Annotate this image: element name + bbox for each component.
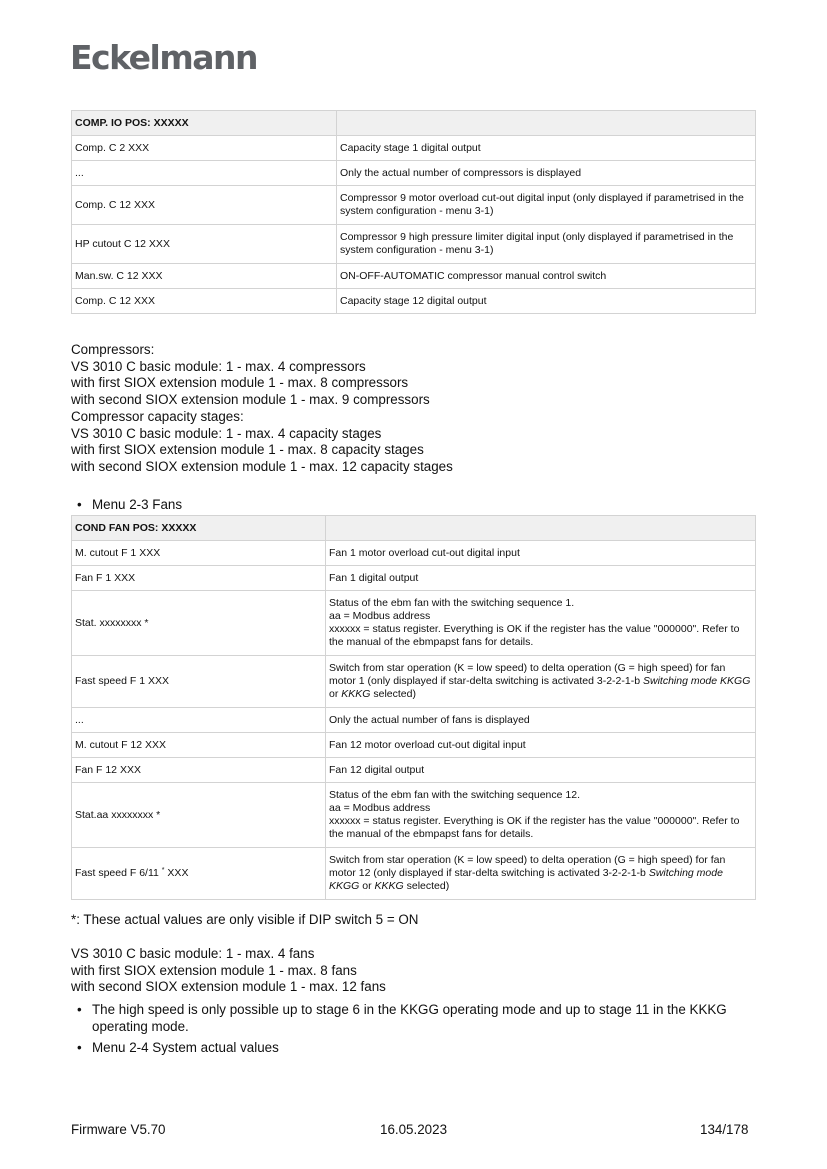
text-line: VS 3010 C basic module: 1 - max. 4 capacity stages bbox=[71, 425, 382, 441]
cell-emphasis: Switching mode KKGG bbox=[329, 867, 723, 892]
cell-text: Switch from star operation (K = low speed) to delta operation (G = high speed) for fan motor 12 (only displayed if star-delta switching is activated 3-2-2-1-b bbox=[329, 854, 726, 879]
list-item: • Menu 2-3 Fans bbox=[71, 497, 761, 514]
table-cell bbox=[72, 848, 326, 900]
compressors-description bbox=[71, 342, 453, 476]
table-cell: ... bbox=[72, 708, 326, 733]
table-header-cell bbox=[337, 111, 756, 136]
table-row bbox=[72, 848, 756, 900]
table-row bbox=[72, 186, 756, 225]
table-cell: Comp. C 12 XXX bbox=[72, 289, 337, 314]
table-cell: Fan 1 motor overload cut-out digital input bbox=[326, 541, 756, 566]
footer-page-number: 134/178 bbox=[700, 1122, 749, 1137]
text-line: Compressors: bbox=[71, 342, 155, 357]
text-line: with first SIOX extension module 1 - max. 8 capacity stages bbox=[71, 442, 424, 458]
cell-line: aa = Modbus address bbox=[329, 802, 431, 814]
table-cell: Man.sw. C 12 XXX bbox=[72, 264, 337, 289]
table-row bbox=[72, 289, 756, 314]
text-line: with first SIOX extension module 1 - max. 8 fans bbox=[71, 962, 357, 978]
table-header-cell: COMP. IO POS: XXXXX bbox=[72, 111, 337, 136]
cell-line: xxxxxx = status register. Everything is OK if the register has the value "000000". Refer to the manual of the ebmpapst fans for details. bbox=[329, 623, 740, 648]
text-line: VS 3010 C basic module: 1 - max. 4 compressors bbox=[71, 358, 366, 374]
table-cell bbox=[326, 591, 756, 656]
table-cell: ... bbox=[72, 161, 337, 186]
eckelmann-logo: Eckelmann bbox=[70, 38, 257, 77]
footer-firmware: Firmware V5.70 bbox=[71, 1122, 166, 1137]
table-header-cell bbox=[326, 516, 756, 541]
text-line: with second SIOX extension module 1 - max. 12 capacity stages bbox=[71, 458, 453, 474]
table-cell: Only the actual number of compressors is displayed bbox=[337, 161, 756, 186]
cell-text: Fast speed F 6/11 bbox=[75, 867, 162, 879]
text-line: Compressor capacity stages: bbox=[71, 408, 244, 424]
table-row bbox=[72, 225, 756, 264]
cell-text: Switch from star operation (K = low speed) to delta operation (G = high speed) for fan motor 1 (only displayed if star-delta switching is activated 3-2-2-1-b bbox=[329, 662, 726, 687]
table-cell bbox=[326, 783, 756, 848]
table-cell: Fan F 12 XXX bbox=[72, 758, 326, 783]
table-cell: Only the actual number of fans is displayed bbox=[326, 708, 756, 733]
cell-line: Status of the ebm fan with the switching sequence 1. bbox=[329, 597, 575, 609]
table-cell: M. cutout F 1 XXX bbox=[72, 541, 326, 566]
table-row bbox=[72, 136, 756, 161]
footer-date: 16.05.2023 bbox=[380, 1122, 448, 1137]
cell-text: XXX bbox=[164, 867, 189, 879]
cell-line: aa = Modbus address bbox=[329, 610, 431, 622]
table-cell: Comp. C 12 XXX bbox=[72, 186, 337, 225]
table-cell: ON-OFF-AUTOMATIC compressor manual control switch bbox=[337, 264, 756, 289]
table-header-row bbox=[72, 111, 756, 136]
table-cell: Fan 12 digital output bbox=[326, 758, 756, 783]
cell-text: or bbox=[359, 880, 375, 892]
table-cell: Fan 12 motor overload cut-out digital input bbox=[326, 733, 756, 758]
table-cell: Fast speed F 1 XXX bbox=[72, 656, 326, 708]
table-cell: Capacity stage 12 digital output bbox=[337, 289, 756, 314]
table-header-cell: COND FAN POS: XXXXX bbox=[72, 516, 326, 541]
text-line: with second SIOX extension module 1 - max. 12 fans bbox=[71, 979, 386, 995]
list-item: • Menu 2-4 System actual values bbox=[71, 1040, 761, 1057]
footnote-marker: * bbox=[161, 867, 165, 874]
table-row bbox=[72, 541, 756, 566]
table-row bbox=[72, 656, 756, 708]
table-cell: Comp. C 2 XXX bbox=[72, 136, 337, 161]
table-row bbox=[72, 591, 756, 656]
cell-text: or bbox=[329, 688, 342, 700]
table-row bbox=[72, 783, 756, 848]
table-cell: Fan F 1 XXX bbox=[72, 566, 326, 591]
text-line: with first SIOX extension module 1 - max. 8 compressors bbox=[71, 375, 409, 391]
list-item: • The high speed is only possible up to stage 6 in the KKGG operating mode and up to stage 11 in the KKKG operating mode. bbox=[71, 1002, 761, 1035]
cell-line: xxxxxx = status register. Everything is OK if the register has the value "000000". Refer to the manual of the ebmpapst fans for details. bbox=[329, 815, 740, 840]
table-cell bbox=[326, 656, 756, 708]
table-cell: Capacity stage 1 digital output bbox=[337, 136, 756, 161]
table-row bbox=[72, 264, 756, 289]
cell-text: selected) bbox=[370, 688, 416, 700]
text-line: *: These actual values are only visible if DIP switch 5 = ON bbox=[71, 912, 419, 927]
table-cell: HP cutout C 12 XXX bbox=[72, 225, 337, 264]
fans-description bbox=[71, 946, 386, 996]
cell-emphasis: Switching mode KKGG bbox=[642, 675, 751, 687]
table-cell: Stat. xxxxxxxx * bbox=[72, 591, 326, 656]
table-cell: Fan 1 digital output bbox=[326, 566, 756, 591]
table-row bbox=[72, 758, 756, 783]
menu-fans-bullet-list bbox=[71, 497, 761, 514]
cell-emphasis: KKKG bbox=[341, 688, 371, 700]
table-row bbox=[72, 566, 756, 591]
cell-line: Status of the ebm fan with the switching sequence 12. bbox=[329, 789, 580, 801]
table-cell: Stat.aa xxxxxxxx * bbox=[72, 783, 326, 848]
text-line: with second SIOX extension module 1 - max. 9 compressors bbox=[71, 392, 430, 408]
table-cell: M. cutout F 12 XXX bbox=[72, 733, 326, 758]
table-row bbox=[72, 708, 756, 733]
table-row bbox=[72, 161, 756, 186]
table-row bbox=[72, 733, 756, 758]
text-line: VS 3010 C basic module: 1 - max. 4 fans bbox=[71, 946, 315, 961]
table-cell: Compressor 9 motor overload cut-out digital input (only displayed if parametrised in the system configuration - menu 3-1) bbox=[337, 186, 756, 225]
table-cell: Compressor 9 high pressure limiter digital input (only displayed if parametrised in the system configuration - menu 3-1) bbox=[337, 225, 756, 264]
cond-fan-table bbox=[71, 515, 756, 900]
cell-text: selected) bbox=[403, 880, 450, 892]
table-header-row bbox=[72, 516, 756, 541]
compressor-io-table bbox=[71, 110, 756, 314]
notes-bullet-list bbox=[71, 1002, 761, 1057]
table-cell bbox=[326, 848, 756, 900]
footnote bbox=[71, 912, 418, 929]
cell-emphasis: KKKG bbox=[374, 880, 404, 892]
